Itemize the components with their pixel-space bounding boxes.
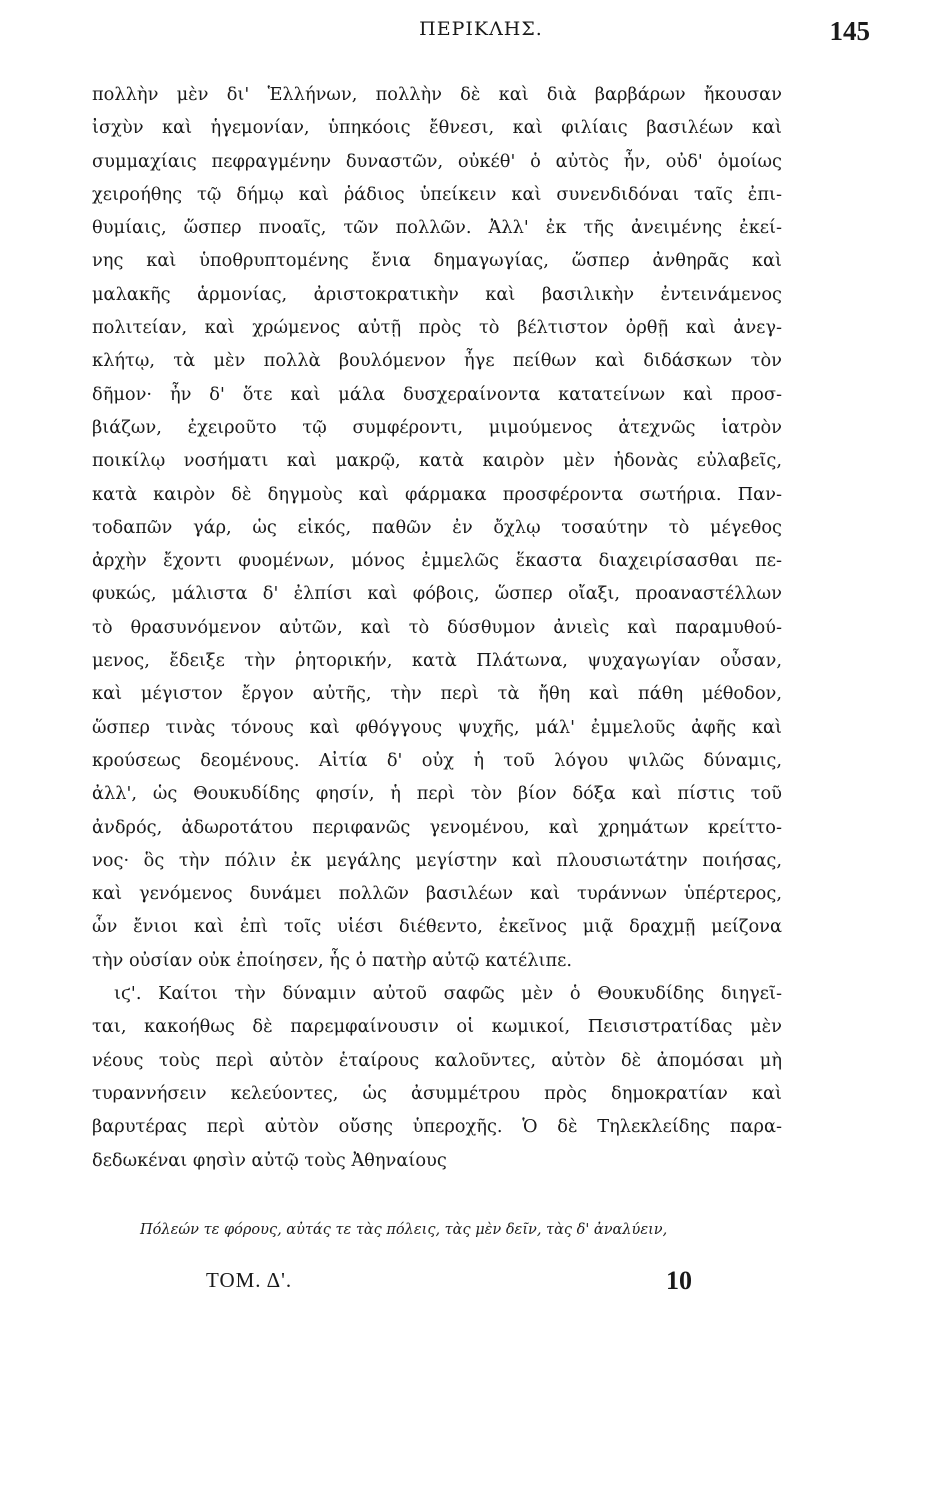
text-line: ὧν ἔνιοι καὶ ἐπὶ τοῖς υἱέσι διέθεντο, ἐκεῖνος μιᾷ δραχμῇ μείζονα xyxy=(92,916,782,938)
text-line: τοδαπῶν γάρ, ὡς εἰκός, παθῶν ἐν ὄχλῳ τοσαύτην τὸ μέγεθος xyxy=(92,516,782,538)
text-line: πολιτείαν, καὶ χρώμενος αὐτῇ πρὸς τὸ βέλτιστον ὀρθῇ καὶ ἀνεγ- xyxy=(92,317,782,339)
text-line: καὶ μέγιστον ἔργον αὐτῆς, τὴν περὶ τὰ ἤθη καὶ πάθη μέθοδον, xyxy=(92,683,782,705)
text-line: κατὰ καιρὸν δὲ δηγμοὺς καὶ φάρμακα προσφέροντα σωτήρια. Παν- xyxy=(92,483,782,505)
text-line: ιϛ'. Καίτοι τὴν δύναμιν αὐτοῦ σαφῶς μὲν ὁ Θουκυδίδης διηγεῖ- xyxy=(114,983,782,1005)
text-line: συμμαχίαις πεφραγμένην δυναστῶν, οὐκέθ' ὁ αὐτὸς ἦν, οὐδ' ὁμοίως xyxy=(92,150,782,172)
body-text xyxy=(92,78,782,1177)
text-line: νέους τοὺς περὶ αὐτὸν ἑταίρους καλοῦντες, αὐτὸν δὲ ἀπομόσαι μὴ xyxy=(92,1049,782,1071)
text-line: ται, κακοήθως δὲ παρεμφαίνουσιν οἱ κωμικοί, Πεισιστρατίδας μὲν xyxy=(92,1016,782,1038)
volume-signature: ΤΟΜ. Δ'. xyxy=(206,1268,293,1292)
text-line: κρούσεως δεομένους. Αἰτία δ' οὐχ ἡ τοῦ λόγου ψιλῶς δύναμις, xyxy=(92,749,782,771)
text-line: ἀνδρός, ἀδωροτάτου περιφανῶς γενομένου, καὶ χρημάτων κρείττο- xyxy=(92,816,782,838)
running-title: ΠΕΡΙΚΛΗΣ. xyxy=(419,18,543,40)
text-line: ποικίλῳ νοσήματι καὶ μακρῷ, κατὰ καιρὸν μὲν ἡδονὰς εὐλαβεῖς, xyxy=(92,450,782,472)
sheet-number: 10 xyxy=(666,1266,692,1295)
page-footer xyxy=(206,1268,692,1308)
text-line: μενος, ἔδειξε τὴν ῥητορικήν, κατὰ Πλάτωνα, ψυχαγωγίαν οὖσαν, xyxy=(92,650,782,672)
text-line: δεδωκέναι φησὶν αὐτῷ τοὺς Ἀθηναίους xyxy=(92,1149,447,1171)
page-header xyxy=(92,18,870,58)
text-line: ἀλλ', ὡς Θουκυδίδης φησίν, ἡ περὶ τὸν βίον δόξα καὶ πίστις τοῦ xyxy=(92,783,782,805)
text-line: χειροήθης τῷ δήμῳ καὶ ῥάδιος ὑπείκειν καὶ συνενδιδόναι ταῖς ἐπι- xyxy=(92,183,782,205)
text-line: τὴν οὐσίαν οὐκ ἐποίησεν, ἧς ὁ πατὴρ αὐτῷ κατέλιπε. xyxy=(92,949,573,971)
page-number: 145 xyxy=(829,16,870,46)
text-line: ὥσπερ τινὰς τόνους καὶ φθόγγους ψυχῆς, μάλ' ἐμμελοῦς ἀφῆς καὶ xyxy=(92,716,782,738)
text-line: ἀρχὴν ἔχοντι φυομένων, μόνος ἐμμελῶς ἕκαστα διαχειρίσασθαι πε- xyxy=(92,550,782,572)
text-line: βιάζων, ἐχειροῦτο τῷ συμφέροντι, μιμούμενος ἀτεχνῶς ἰατρὸν xyxy=(92,416,782,438)
text-line: τὸ θρασυνόμενον αὐτῶν, καὶ τὸ δύσθυμον ἀνιεὶς καὶ παραμυθού- xyxy=(92,616,782,638)
text-line: καὶ γενόμενος δυνάμει πολλῶν βασιλέων καὶ τυράννων ὑπέρτερος, xyxy=(92,883,782,905)
text-line: νης καὶ ὑποθρυπτομένης ἔνια δημαγωγίας, ὥσπερ ἀνθηρᾶς καὶ xyxy=(92,250,782,272)
text-line: θυμίαις, ὥσπερ πνοαῖς, τῶν πολλῶν. Ἀλλ' ἐκ τῆς ἀνειμένης ἐκεί- xyxy=(92,217,782,239)
text-line: νος· ὃς τὴν πόλιν ἐκ μεγάλης μεγίστην καὶ πλουσιωτάτην ποιήσας, xyxy=(92,849,782,871)
text-line: τυραννήσειν κελεύοντες, ὡς ἀσυμμέτρου πρὸς δημοκρατίαν καὶ xyxy=(92,1082,782,1104)
text-line: πολλὴν μὲν δι' Ἑλλήνων, πολλὴν δὲ καὶ διὰ βαρβάρων ἤκουσαν xyxy=(92,84,782,105)
text-line: ἰσχὺν καὶ ἡγεμονίαν, ὑπηκόοις ἔθνεσι, καὶ φιλίαις βασιλέων καὶ xyxy=(92,117,782,139)
text-line: κλήτῳ, τὰ μὲν πολλὰ βουλόμενον ἦγε πείθων καὶ διδάσκων τὸν xyxy=(92,350,782,372)
verse-quotation: Πόλεών τε φόρους, αὐτάς τε τὰς πόλεις, τὰς μὲν δεῖν, τὰς δ' ἀναλύειν, xyxy=(140,1222,668,1238)
text-line: φυκώς, μάλιστα δ' ἐλπίσι καὶ φόβοις, ὥσπερ οἴαξι, προαναστέλλων xyxy=(92,583,782,605)
text-line: μαλακῆς ἁρμονίας, ἀριστοκρατικὴν καὶ βασιλικὴν ἐντεινάμενος xyxy=(92,283,782,305)
text-line: βαρυτέρας περὶ αὐτὸν οὔσης ὑπεροχῆς. Ὁ δὲ Τηλεκλείδης παρα- xyxy=(92,1116,782,1138)
text-line: δῆμον· ἦν δ' ὅτε καὶ μάλα δυσχεραίνοντα κατατείνων καὶ προσ- xyxy=(92,383,782,405)
